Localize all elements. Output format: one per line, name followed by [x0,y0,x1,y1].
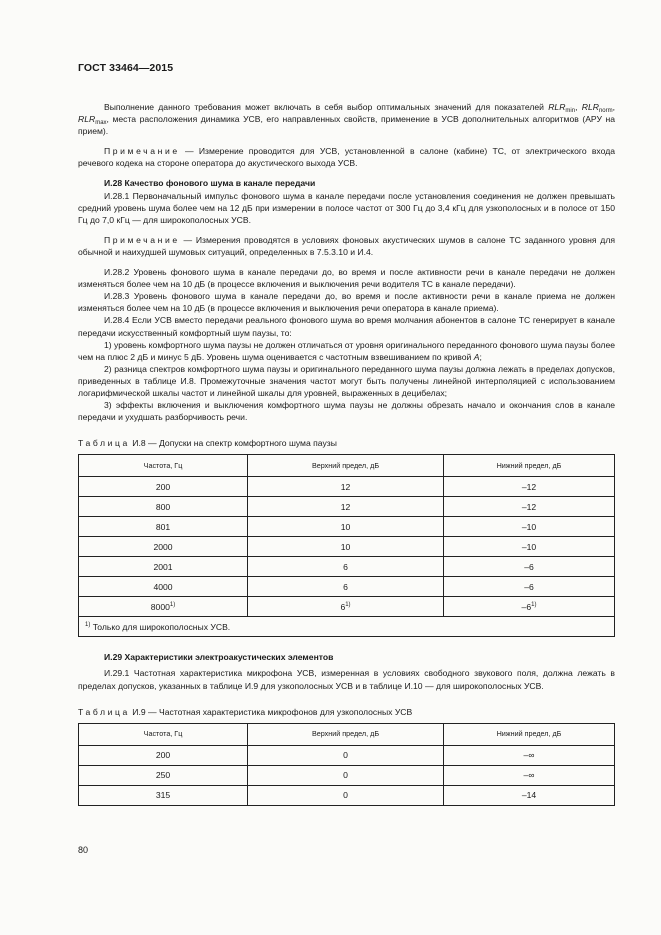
table-row: 200 0 –∞ [79,745,615,765]
paragraph-28-2: И.28.2 Уровень фонового шума в канале передачи до, во время и после активности речи в канале передачи не должен изменяться более чем на 10 дБ (в процессе включения и выключения речи водителя ТС в канале передачи). [78,267,615,290]
footnote-ref: 1) [169,601,176,608]
paragraph-28-4: И.28.4 Если УСВ вместо передачи реального фонового шума во время молчания абонентов в салоне ТС генерирует в канале передачи искусственный комфортный шум паузы, то: [78,315,615,338]
table-footnote: Только для широкополосных УСВ. [90,621,231,632]
page-body [78,101,615,806]
table-row: 2001 6 –6 [79,557,615,577]
paragraph-28-1: И.28.1 Первоначальный импульс фонового шума в канале передачи после установления соединения не должен превышать средний уровень шума более чем на 12 дБ при измерении в полосе частот от 300 Гц до 3,4 кГц для узкополосных и в полосе от 150 Гц до 7,0 кГц — для широкополосных УСВ. [78,190,615,225]
table-row: 200 12 –12 [79,477,615,497]
table-8-caption: Таблица И.8 — Допуски на спектр комфортного шума паузы [78,438,337,449]
column-header-lower-limit: Нижний предел, дБ [444,723,615,745]
column-header-frequency: Частота, Гц [79,455,248,477]
list-item-1: 1) уровень комфортного шума паузы не должен отличаться от уровня оригинального переданного фонового шума паузы более чем на плюс 2 дБ и минус 5 дБ. Уровень шума оценивается с частотным взвешиванием по кривой А; [78,339,615,362]
section-28-heading: И.28 Качество фонового шума в канале передачи [104,178,316,189]
footnote-ref: 1) [531,601,537,608]
document-header: ГОСТ 33464—2015 [78,62,174,74]
list-item-2: 2) разница спектров комфортного шума паузы и оригинального переданного шума паузы должна лежать в пределах допусков, приведенных в таблице И.8. Промежуточные значения частот могут быть получены линейной интерполяцией с использованием логарифмической шкалы частот и линейной шкалы для уровней, выраженных в децибелах; [78,363,615,398]
table-9-caption: Таблица И.9 — Частотная характеристика микрофонов для узкополосных УСВ [78,706,413,717]
table-9 [78,723,615,806]
table-header-row [79,723,615,745]
table-8 [78,454,615,637]
list-item-3: 3) эффекты включения и выключения комфортного шума паузы не должны обрезать начало и окончания слов в канале передачи и ухудшать разборчивость речи. [78,400,615,423]
section-29-heading: И.29 Характеристики электроакустических элементов [104,652,334,663]
table-row: 2000 10 –10 [79,537,615,557]
table-footnote-row: $^{1)}$ Только для широкополосных УСВ. [79,617,615,637]
table-row: 800 12 –12 [79,497,615,517]
column-header-upper-limit: Верхний предел, дБ [248,455,444,477]
column-header-upper-limit: Верхний предел, дБ [248,723,444,745]
paragraph-29-1: И.29.1 Частотная характеристика микрофона УСВ, измеренная в условиях свободного звукового поля, должна лежать в пределах допусков, указанных в таблице И.9 для узкополосных УСВ и в таблице И.10 — для широкополосных УСВ. [78,668,615,691]
table-row: 801 10 –10 [79,517,615,537]
intro-paragraph: Выполнение данного требования может включать в себя выбор оптимальных значений для показателей $RLR_{min}$, $RLR_{norm}$, $RLR_{max}$, места расположения динамика УСВ, его направленных свойств, применение в УСВ дополнительных алгоритмов (АРУ на прием). [78,102,615,137]
footnote-ref: 1) [345,601,351,608]
table-row: 315 0 –14 [79,785,615,805]
table-header-row [79,455,615,477]
table-row: 250 0 –∞ [79,765,615,785]
paragraph-28-3: И.28.3 Уровень фонового шума в канале передачи до, во время и после активности речи в канале приема не должен изменяться более чем на 10 дБ (в процессе включения и выключения речи оператора в канале приема). [78,291,615,314]
column-header-frequency: Частота, Гц [79,723,248,745]
intro-note: Примечание — Измерение проводится для УСВ, установленной в салоне (кабине) ТС, от электрического входа речевого кодека на стороне оператора до акустического выхода УСВ. [78,146,615,169]
page-number: 80 [78,845,89,855]
column-header-lower-limit: Нижний предел, дБ [444,455,615,477]
table-row: 4000 6 –6 [79,577,615,597]
section-28-note: Примечание — Измерения проводятся в условиях фоновых акустических шумов в салоне ТС заданного уровня для обычной и наихудшей шумовых ситуаций, определенных в 7.5.3.10 и И.4. [78,234,615,257]
table-row: 8000$^{1)}$ 6$^{1)}$ –6$^{1)}$ [79,597,615,617]
